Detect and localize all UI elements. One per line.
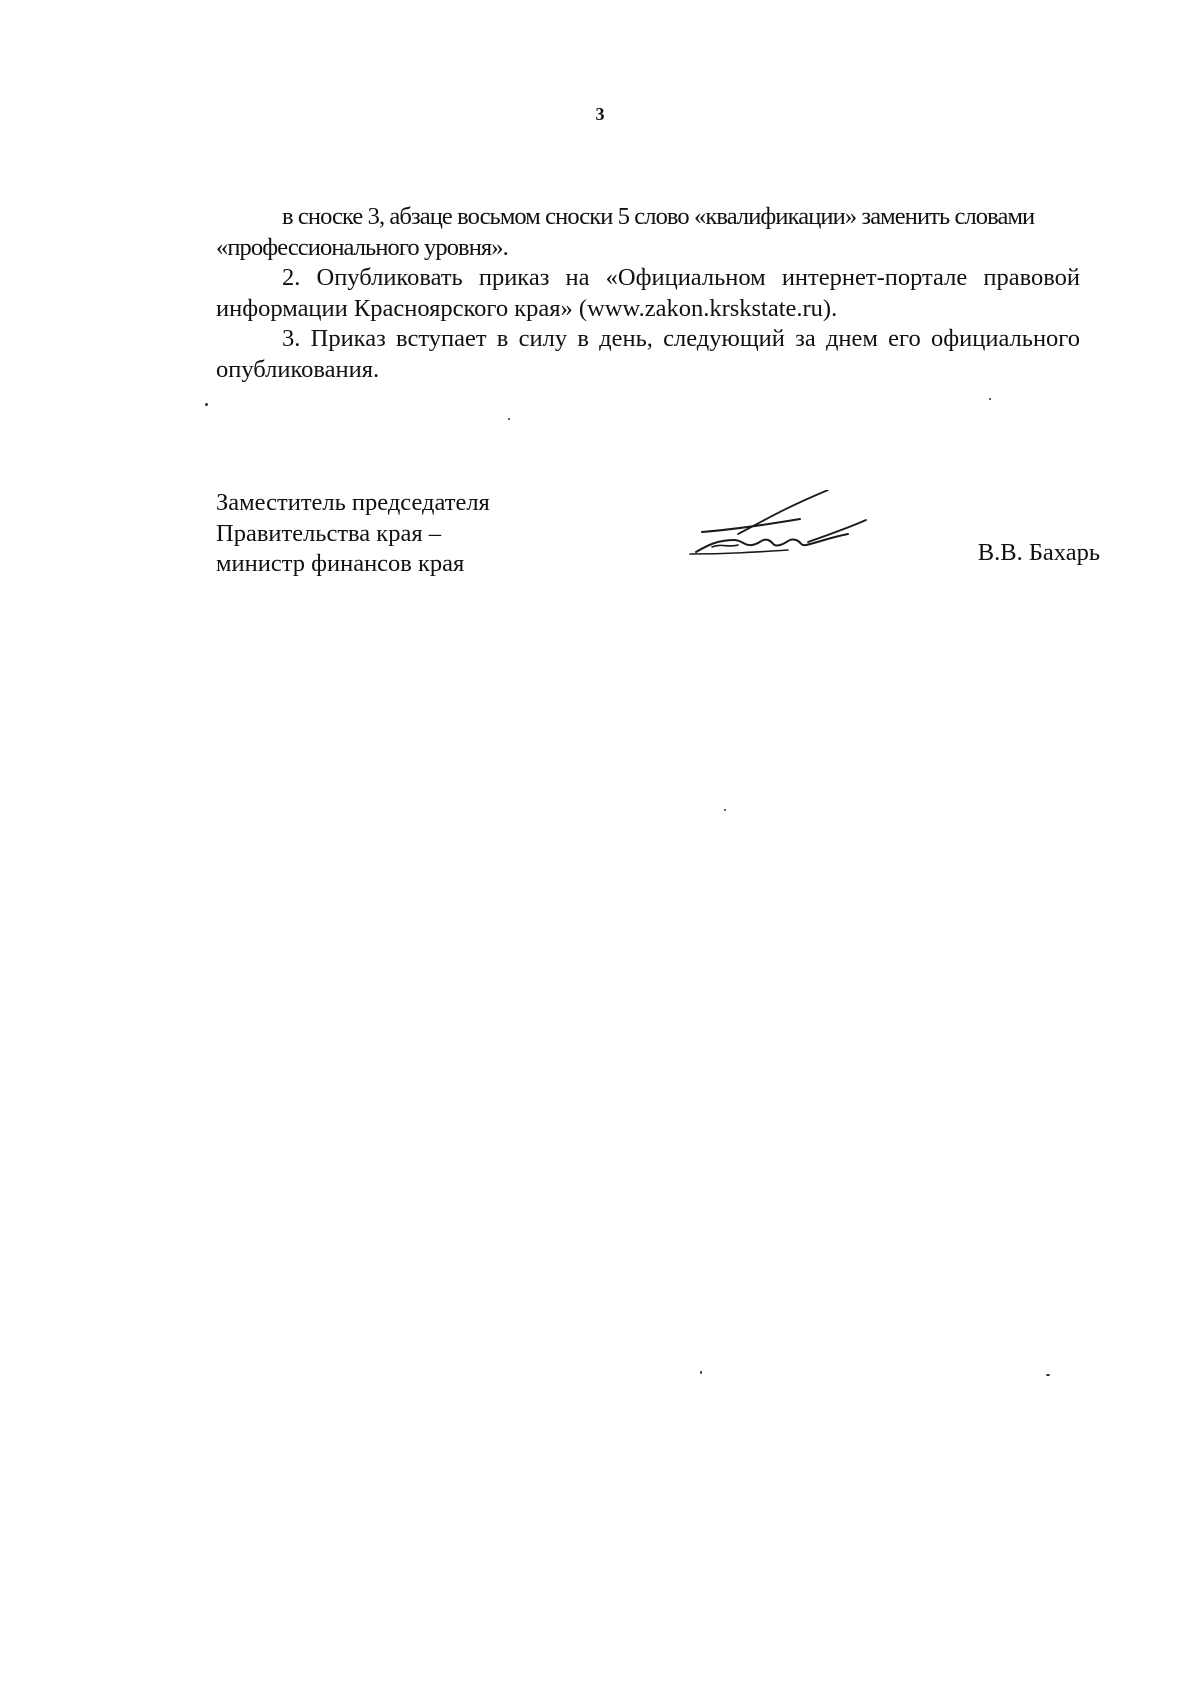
scan-speck: [1046, 1374, 1050, 1376]
paragraph-footnote-amendment-line-1: в сноске 3, абзаце восьмом сноски 5 слово «квалификации» заменить словами: [282, 203, 1035, 230]
scan-speck: [205, 403, 208, 406]
paragraph-footnote-amendment-line-2: «профессионального уровня».: [216, 233, 508, 261]
scan-speck: [724, 809, 726, 811]
handwritten-signature-icon: [688, 490, 868, 562]
paragraph-publish-order: 2. Опубликовать приказ на «Официальном интернет-портале правовой информации Красноярского края» (www.zakon.krskstate.ru).: [216, 264, 1080, 322]
scan-speck: [989, 398, 991, 400]
signatory-position-line-3: министр финансов края: [216, 550, 465, 577]
document-body: [216, 202, 1080, 385]
signatory-name: В.В. Бахарь: [977, 539, 1100, 566]
paragraph-footnote-amendment: [216, 202, 1080, 263]
signatory-position-line-1: Заместитель председателя: [216, 489, 490, 516]
scan-speck: [508, 418, 510, 420]
page-number: 3: [595, 104, 605, 124]
paragraph-effective-date: 3. Приказ вступает в силу в день, следующий за днем его официального опубликования.: [216, 325, 1080, 383]
signatory-position: [216, 488, 576, 580]
scan-speck: [700, 1371, 702, 1374]
signatory-position-line-2: Правительства края –: [216, 519, 441, 547]
